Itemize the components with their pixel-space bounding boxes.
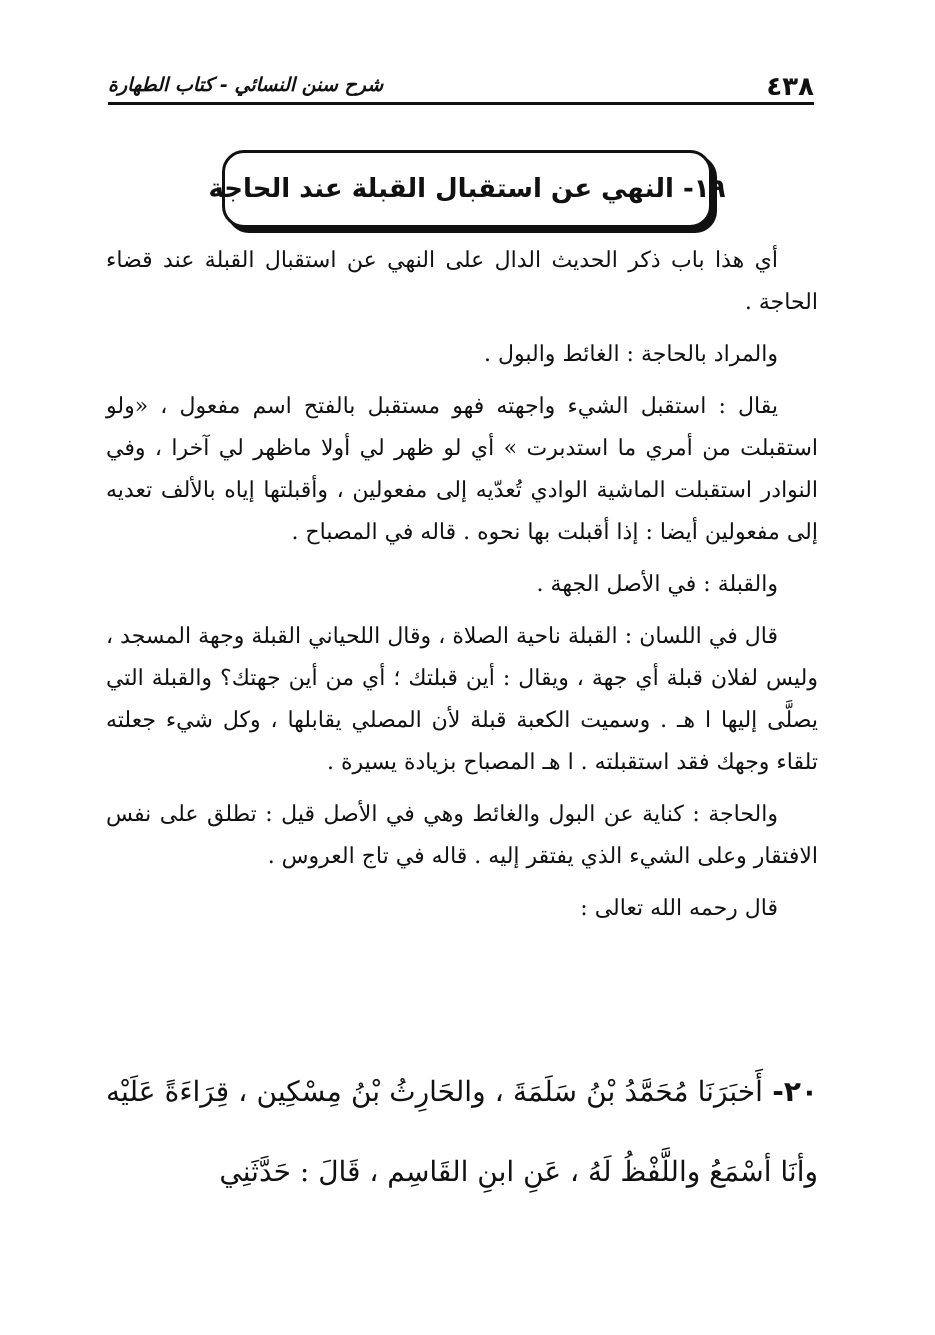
- page-number: ٤٣٨: [766, 72, 814, 102]
- hadith-number: ٢٠-: [772, 1075, 818, 1108]
- paragraph: والمراد بالحاجة : الغائط والبول .: [484, 342, 778, 367]
- paragraph: قال في اللسان : القبلة ناحية الصلاة ، وقال اللحياني القبلة وجهة المسجد ، وليس لفلان قبلة أي جهة ، ويقال : أين قبلتك ؛ أي من أين جهتك؟ والقبلة التي يصلَّى إليها ا هـ . وسميت الكعبة قبلة لأن المصلي يقابلها ، وكل شيء جعلته تلقاء وجهك فقد استقبلته . ا هـ المصباح بزيادة يسيرة .: [106, 624, 818, 775]
- paragraph: والحاجة : كناية عن البول والغائط وهي في الأصل قيل : تطلق على نفس الافتقار وعلى الشيء الذي يفتقر إليه . قاله في تاج العروس .: [106, 802, 818, 869]
- paragraph: والقبلة : في الأصل الجهة .: [536, 572, 778, 597]
- hadith-text: [106, 1052, 818, 1212]
- chapter-heading-box: [208, 150, 726, 228]
- running-title: شرح سنن النسائي - كتاب الطهارة: [108, 74, 384, 96]
- paragraph: قال رحمه الله تعالى :: [580, 896, 778, 921]
- commentary-text: [106, 240, 818, 940]
- paragraph: أي هذا باب ذكر الحديث الدال على النهي عن استقبال القبلة عند قضاء الحاجة .: [106, 248, 818, 315]
- chapter-title: ١٩- النهي عن استقبال القبلة عند الحاجة: [208, 174, 726, 204]
- hadith-body: أَخبَرَنَا مُحَمَّدُ بْنُ سَلَمَةَ ، والحَارِثُ بْنُ مِسْكِين ، قِرَاءَةً عَلَيْه وأنَا أسْمَعُ واللَّفْظُ لَهُ ، عَنِ ابنِ القَاسِم ، قَالَ : حَدَّثَنِي: [106, 1075, 818, 1188]
- header-rule: [108, 102, 814, 105]
- paragraph: يقال : استقبل الشيء واجهته فهو مستقبل بالفتح اسم مفعول ، «ولو استقبلت من أمري ما استدبرت » أي لو ظهر لي أولا ماظهر لي آخرا ، وفي النوادر استقبلت الماشية الوادي تُعدّيه إلى مفعولين ، وأقبلتها إياه بالألف تعديه إلى مفعولين أيضا : إذا أقبلت بها نحوه . قاله في المصباح .: [106, 394, 818, 545]
- page-header: [108, 72, 814, 106]
